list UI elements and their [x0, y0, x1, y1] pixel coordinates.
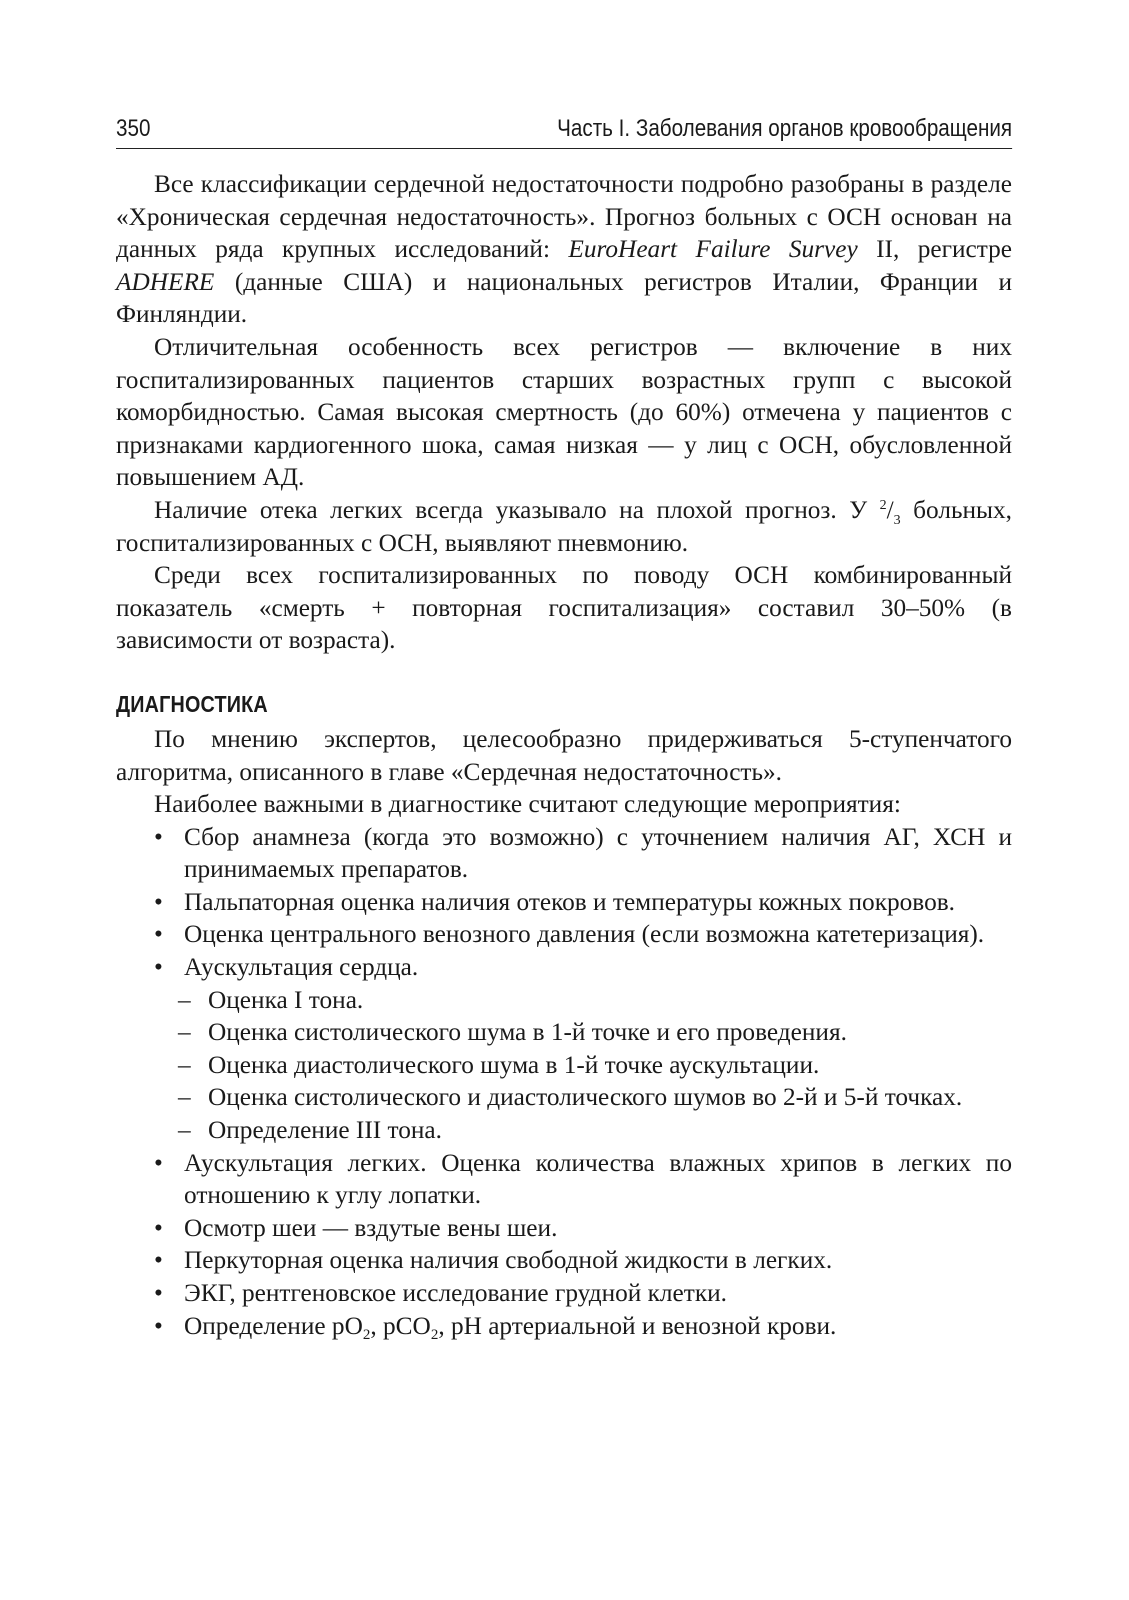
- list-item-text: Оценка центрального венозного давления (если возможна катетеризация).: [184, 920, 985, 949]
- paragraph-text: Все классификации сердечной недостаточности подробно разобраны в разделе «Хроническая сердечная недостаточность». Прогноз больных с ОСН основан на данных ряда крупных исследований:: [116, 170, 1012, 264]
- paragraph-key-measures: Наиболее важными в диагностике считают следующие мероприятия:: [154, 790, 901, 819]
- paragraph-lung-edema: [116, 494, 1012, 559]
- subscript: 2: [430, 1326, 439, 1343]
- list-item-text: Сбор анамнеза (когда это возможно) с уточнением наличия АГ, ХСН и принимаемых препаратов.: [184, 822, 1012, 884]
- list-item: [116, 1277, 1012, 1310]
- sub-list-item: [116, 1114, 1012, 1147]
- bullet-marker: •: [154, 822, 163, 851]
- list-item-text: Аускультация легких. Оценка количества влажных хрипов в легких по отношению к углу лопатки.: [184, 1148, 1012, 1210]
- sub-list-item-text: Определение III тона.: [208, 1116, 442, 1145]
- list-item: [116, 1147, 1012, 1212]
- bullet-marker: •: [154, 887, 163, 916]
- running-section-title: Часть I. Заболевания органов кровообращения: [557, 115, 1013, 142]
- blood-gas-text: Определение pO: [184, 1311, 363, 1340]
- bullet-marker: •: [154, 953, 163, 982]
- sub-list-item-text: Оценка диастолического шума в 1-й точке аускультации.: [208, 1050, 820, 1079]
- list-item: [116, 951, 1012, 1147]
- paragraph-text: Наличие отека легких всегда указывало на плохой прогноз. У: [154, 495, 880, 524]
- list-item-text: [184, 1311, 837, 1343]
- dash-marker: –: [178, 1083, 191, 1112]
- dash-marker: –: [178, 1050, 191, 1079]
- blood-gas-text: , pCO: [370, 1311, 431, 1340]
- paragraph-combined-endpoint: Среди всех госпитализированных по поводу ОСН комбинированный показатель «смерть + повторная госпитализация» составил 30–50% (в зависимости от возраста).: [116, 561, 1012, 655]
- italic-registry-name: ADHERE: [116, 267, 215, 296]
- list-item: [116, 821, 1012, 886]
- italic-study-name: EuroHeart Failure Survey: [568, 235, 858, 264]
- bullet-marker: •: [154, 1279, 163, 1307]
- list-item-text: Аускультация сердца.: [184, 953, 419, 982]
- paragraph-classifications: [116, 168, 1012, 331]
- running-header: [116, 112, 1012, 149]
- list-item-text: Перкуторная оценка наличия свободной жидкости в легких.: [184, 1246, 833, 1275]
- bullet-marker: •: [154, 1148, 163, 1177]
- auscultation-sub-list: [178, 984, 1012, 1147]
- diagnostics-bullet-list: [116, 821, 1012, 1343]
- sub-list-item-text: Оценка систолического шума в 1-й точке и его проведения.: [208, 1018, 847, 1047]
- list-item: [116, 886, 1012, 919]
- bullet-marker: •: [154, 1213, 163, 1242]
- section-heading-diagnostics: ДИАГНОСТИКА: [116, 690, 268, 717]
- sub-list-item: [116, 1081, 1012, 1114]
- paragraph-expert-algorithm: По мнению экспертов, целесообразно придерживаться 5-ступенчатого алгоритма, описанного в главе «Сердечная недостаточность».: [116, 724, 1012, 786]
- dash-marker: –: [178, 1018, 191, 1047]
- sub-list-item: [116, 1049, 1012, 1082]
- paragraph-text: (данные США) и национальных регистров Италии, Франции и Финляндии.: [116, 267, 1012, 329]
- paragraph-registries: Отличительная особенность всех регистров — включение в них госпитализированных пациентов старших возрастных групп с высокой коморбидностью. Самая высокая смертность (до 60%) отмечена у пациентов с признаками кардиогенного шока, самая низкая — у лиц с ОСН, обусловленной повышением АД.: [116, 332, 1012, 492]
- list-item-text: ЭКГ, рентгеновское исследование грудной клетки.: [184, 1279, 727, 1307]
- sub-list-item-text: Оценка систолического и диастолического шумов во 2-й и 5-й точках.: [208, 1083, 963, 1112]
- paragraph-text: больных, госпитализированных с ОСН, выявляют пневмонию.: [116, 495, 1012, 557]
- paragraph-text: II, регистре: [857, 235, 1012, 264]
- list-item: [116, 1212, 1012, 1245]
- blood-gas-text: , pH артериальной и венозной крови.: [438, 1311, 837, 1340]
- list-item: [116, 1244, 1012, 1277]
- bullet-marker: •: [154, 920, 163, 949]
- body-text: [116, 168, 1012, 1342]
- page-number: 350: [116, 115, 151, 142]
- list-item-text: Пальпаторная оценка наличия отеков и температуры кожных покровов.: [184, 887, 955, 916]
- sub-list-item: [116, 1016, 1012, 1049]
- fraction-slash: /: [886, 495, 894, 524]
- fraction-numerator: 2: [879, 497, 887, 513]
- bullet-marker: •: [154, 1246, 163, 1275]
- sub-list-item-text: Оценка I тона.: [208, 985, 364, 1014]
- list-item-text: Осмотр шеи — вздутые вены шеи.: [184, 1213, 558, 1242]
- fraction-two-thirds: [879, 495, 901, 528]
- dash-marker: –: [178, 985, 191, 1014]
- bullet-marker: •: [154, 1311, 163, 1340]
- dash-marker: –: [178, 1116, 191, 1145]
- book-page: [116, 0, 1012, 1600]
- subscript: 2: [362, 1326, 371, 1343]
- sub-list-item: [116, 984, 1012, 1017]
- list-item: [116, 1310, 1012, 1343]
- fraction-denominator: 3: [893, 512, 901, 528]
- list-item: [116, 918, 1012, 951]
